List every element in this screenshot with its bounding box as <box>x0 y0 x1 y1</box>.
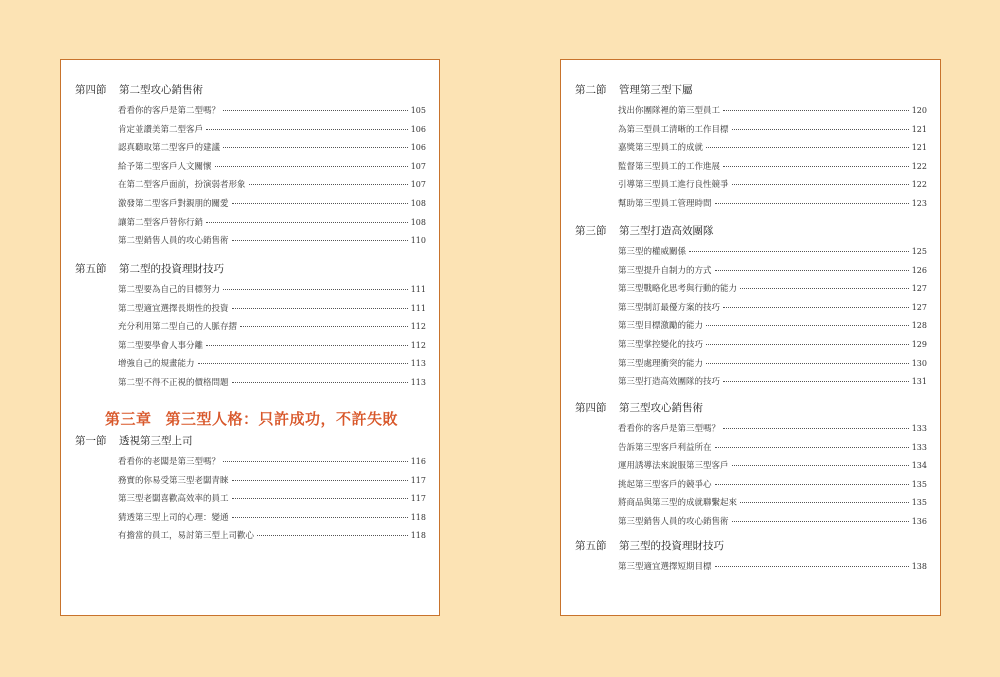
entry-title: 第三型掌控變化的技巧 <box>618 340 704 350</box>
entry-title: 第三型提升自制力的方式 <box>618 265 712 276</box>
entry-page-number: 111 <box>410 303 426 313</box>
entry-page-number: 130 <box>911 358 927 368</box>
dot-leader <box>223 461 408 462</box>
dot-leader <box>723 110 909 111</box>
entry-page-number: 118 <box>410 512 426 522</box>
entry-page-number: 133 <box>911 424 927 433</box>
section-number: 第五節 <box>75 263 107 275</box>
dot-leader <box>206 345 408 346</box>
entry-page-number: 122 <box>911 180 927 190</box>
entry-page-number: 127 <box>911 284 927 294</box>
entry-page-number: 113 <box>410 359 426 369</box>
entry-page-number: 126 <box>911 265 927 275</box>
toc-entry[interactable] <box>618 560 927 573</box>
entry-page-number: 118 <box>410 531 426 541</box>
dot-leader <box>732 129 909 130</box>
toc-entry[interactable] <box>618 245 927 258</box>
toc-entry[interactable] <box>118 511 426 524</box>
entry-title: 看看你的客戶是第二型嗎？ <box>118 106 221 116</box>
toc-entry[interactable] <box>618 357 927 370</box>
entry-title: 增強自己的規畫能力 <box>118 359 195 370</box>
entry-title: 給予第二型客戶人文關懷 <box>118 161 212 172</box>
toc-section <box>561 538 940 572</box>
entry-page-number: 108 <box>410 199 426 208</box>
chapter-title: 第三型人格：只許成功，不許失敗 <box>165 410 399 428</box>
dot-leader <box>232 308 408 309</box>
entry-page-number: 111 <box>410 285 426 294</box>
entry-page-number: 123 <box>911 199 927 208</box>
entry-title: 運用誘導法來說服第三型客戶 <box>618 461 729 472</box>
entry-page-number: 117 <box>410 494 426 504</box>
entry-title: 第三型的權威關係 <box>618 247 687 257</box>
section-number: 第五節 <box>575 540 607 552</box>
dot-leader <box>732 465 909 466</box>
entry-page-number: 112 <box>410 322 426 332</box>
entry-title: 讓第二型客戶替你行銷 <box>118 217 204 228</box>
entry-title: 為第三型員工清晰的工作目標 <box>618 124 729 135</box>
section-heading <box>561 223 940 241</box>
entry-title: 第三型適宜選擇短期目標 <box>618 562 712 572</box>
dot-leader <box>740 502 909 503</box>
toc-entry[interactable] <box>118 216 426 229</box>
section-number: 第四節 <box>575 402 607 414</box>
toc-entry[interactable] <box>618 197 927 210</box>
toc-entry[interactable] <box>118 302 426 315</box>
section-title: 透視第三型上司 <box>119 435 193 447</box>
dot-leader <box>723 381 909 382</box>
entry-page-number: 107 <box>410 180 426 190</box>
entry-title: 將商品與第三型的成就聯繫起來 <box>618 498 738 509</box>
toc-entry[interactable] <box>118 320 426 333</box>
toc-section <box>561 400 940 527</box>
toc-entry[interactable] <box>618 319 927 332</box>
toc-entry[interactable] <box>118 123 426 136</box>
dot-leader <box>232 498 408 499</box>
section-heading <box>61 261 439 279</box>
entry-page-number: 131 <box>911 377 927 387</box>
toc-entry[interactable] <box>118 376 426 389</box>
entry-page-number: 116 <box>410 457 426 466</box>
toc-entry[interactable] <box>618 441 927 454</box>
entry-title: 看看你的老闆是第三型嗎？ <box>118 457 221 467</box>
dot-leader <box>723 428 909 429</box>
dot-leader <box>249 184 408 185</box>
toc-entry[interactable] <box>118 339 426 352</box>
entry-title: 肯定並讚美第二型客戶 <box>118 124 204 135</box>
toc-entry[interactable] <box>618 338 927 351</box>
dot-leader <box>740 288 909 289</box>
dot-leader <box>223 289 408 290</box>
toc-entry[interactable] <box>618 160 927 173</box>
entry-page-number: 108 <box>410 217 426 227</box>
entry-page-number: 127 <box>911 302 927 312</box>
toc-entry[interactable] <box>618 141 927 154</box>
entry-title: 激發第二型客戶對親朋的關愛 <box>118 199 229 209</box>
entry-title: 第二型銷售人員的攻心銷售術 <box>118 236 229 247</box>
entry-page-number: 135 <box>911 479 927 489</box>
entry-page-number: 121 <box>911 124 927 134</box>
entry-title: 第二型要為自己的目標努力 <box>118 285 221 295</box>
section-number: 第四節 <box>75 84 107 96</box>
toc-entry[interactable] <box>618 123 927 136</box>
dot-leader <box>706 363 909 364</box>
dot-leader <box>732 184 909 185</box>
dot-leader <box>706 147 909 148</box>
toc-entry[interactable] <box>618 478 927 491</box>
entry-title: 充分利用第二型自己的人脈存摺 <box>118 322 238 333</box>
entry-title: 第二型要學會人事分離 <box>118 340 204 351</box>
section-number: 第二節 <box>575 84 607 96</box>
toc-entry[interactable] <box>618 496 927 509</box>
toc-section <box>61 433 439 542</box>
entry-title: 有擔當的員工，易討第三型上司歡心 <box>118 531 255 542</box>
dot-leader <box>206 129 408 130</box>
entry-page-number: 129 <box>911 340 927 349</box>
section-number: 第三節 <box>575 225 607 237</box>
toc-entry[interactable] <box>618 264 927 277</box>
entry-title: 監督第三型員工的工作進展 <box>618 161 721 172</box>
entry-title: 第三型目標激勵的能力 <box>618 321 704 332</box>
section-title: 第三型的投資理財技巧 <box>619 540 724 552</box>
dot-leader <box>232 382 408 383</box>
toc-entry[interactable] <box>118 160 426 173</box>
toc-entry[interactable] <box>618 301 927 314</box>
entry-title: 認真聽取第二型客戶的建議 <box>118 143 221 154</box>
entry-title: 挑起第三型客戶的競爭心 <box>618 479 712 490</box>
toc-page-left <box>60 59 440 616</box>
dot-leader <box>715 203 909 204</box>
toc-entry[interactable] <box>618 104 927 117</box>
entry-page-number: 136 <box>911 517 927 526</box>
dot-leader <box>689 251 909 252</box>
entry-page-number: 121 <box>911 143 927 153</box>
toc-entry[interactable] <box>618 282 927 295</box>
dot-leader <box>715 566 909 567</box>
toc-entry[interactable] <box>118 197 426 210</box>
entry-title: 找出你團隊裡的第三型員工 <box>618 106 721 116</box>
entry-title: 第三型老闆喜歡高效率的員工 <box>118 494 229 505</box>
toc-section <box>561 223 940 388</box>
section-number: 第一節 <box>75 435 107 447</box>
entry-page-number: 110 <box>410 236 426 246</box>
toc-entry[interactable] <box>618 515 927 528</box>
entry-title: 告訴第三型客戶利益所在 <box>618 442 712 453</box>
entry-title: 第二型不得不正視的價格問題 <box>118 378 229 388</box>
entry-title: 第三型處理衝突的能力 <box>618 358 704 369</box>
dot-leader <box>198 363 408 364</box>
dot-leader <box>215 166 408 167</box>
toc-entry[interactable] <box>618 459 927 472</box>
dot-leader <box>232 517 408 518</box>
dot-leader <box>715 447 909 448</box>
section-heading <box>561 82 940 100</box>
toc-entry[interactable] <box>118 529 426 542</box>
chapter-heading <box>105 408 398 429</box>
dot-leader <box>232 480 408 481</box>
entry-page-number: 113 <box>410 378 426 387</box>
dot-leader <box>240 326 408 327</box>
section-title: 第二型的投資理財技巧 <box>119 263 224 275</box>
entry-title: 務實的你易受第三型老闆青睞 <box>118 475 229 486</box>
section-title: 第三型攻心銷售術 <box>619 402 703 414</box>
dot-leader <box>715 270 909 271</box>
dot-leader <box>723 166 909 167</box>
toc-entry[interactable] <box>618 178 927 191</box>
toc-entry[interactable] <box>618 422 927 435</box>
entry-page-number: 120 <box>911 106 927 115</box>
entry-page-number: 105 <box>410 106 426 115</box>
toc-entry[interactable] <box>118 141 426 154</box>
entry-title: 第三型打造高效團隊的技巧 <box>618 377 721 388</box>
section-heading <box>561 538 940 556</box>
entry-title: 第二型適宜選擇長期性的投資 <box>118 303 229 314</box>
toc-page-right <box>560 59 941 616</box>
toc-section <box>561 82 940 209</box>
toc-section <box>61 82 439 247</box>
toc-entry[interactable] <box>118 492 426 505</box>
dot-leader <box>223 110 408 111</box>
section-title: 第二型攻心銷售術 <box>119 84 203 96</box>
section-title: 管理第三型下屬 <box>619 84 693 96</box>
entry-page-number: 125 <box>911 247 927 256</box>
entry-title: 引導第三型員工進行良性競爭 <box>618 180 729 191</box>
entry-title: 看看你的客戶是第三型嗎？ <box>618 424 721 434</box>
toc-entry[interactable] <box>618 375 927 388</box>
dot-leader <box>223 147 408 148</box>
dot-leader <box>723 307 909 308</box>
section-heading <box>61 433 439 451</box>
entry-page-number: 135 <box>911 498 927 508</box>
toc-entry[interactable] <box>118 357 426 370</box>
toc-entry[interactable] <box>118 283 426 296</box>
entry-page-number: 138 <box>911 562 927 571</box>
entry-title: 嘉獎第三型員工的成就 <box>618 143 704 154</box>
toc-entry[interactable] <box>118 234 426 247</box>
entry-page-number: 117 <box>410 475 426 485</box>
toc-section <box>61 261 439 388</box>
dot-leader <box>706 344 909 345</box>
chapter-label: 第三章 <box>105 410 152 428</box>
dot-leader <box>257 535 408 536</box>
dot-leader <box>732 521 909 522</box>
section-heading <box>61 82 439 100</box>
entry-page-number: 106 <box>410 143 426 153</box>
dot-leader <box>232 240 408 241</box>
entry-page-number: 133 <box>911 442 927 452</box>
entry-page-number: 106 <box>410 124 426 134</box>
entry-page-number: 128 <box>911 321 927 331</box>
dot-leader <box>715 484 909 485</box>
section-title: 第三型打造高效團隊 <box>619 225 714 237</box>
section-heading <box>561 400 940 418</box>
dot-leader <box>706 325 909 326</box>
toc-entry[interactable] <box>118 474 426 487</box>
entry-page-number: 122 <box>911 161 927 171</box>
entry-title: 第三型戰略化思考與行動的能力 <box>618 284 738 295</box>
toc-entry[interactable] <box>118 178 426 191</box>
entry-title: 猜透第三型上司的心理：變通 <box>118 512 229 523</box>
toc-entry[interactable] <box>118 455 426 468</box>
dot-leader <box>206 222 408 223</box>
entry-title: 第三型銷售人員的攻心銷售術 <box>618 517 729 527</box>
entry-title: 在第二型客戶面前，扮演弱者形象 <box>118 180 246 191</box>
entry-title: 幫助第三型員工管理時間 <box>618 199 712 209</box>
entry-title: 第三型制訂最優方案的技巧 <box>618 302 721 313</box>
dot-leader <box>232 203 408 204</box>
toc-entry[interactable] <box>118 104 426 117</box>
entry-page-number: 134 <box>911 461 927 471</box>
entry-page-number: 112 <box>410 340 426 350</box>
entry-page-number: 107 <box>410 161 426 171</box>
